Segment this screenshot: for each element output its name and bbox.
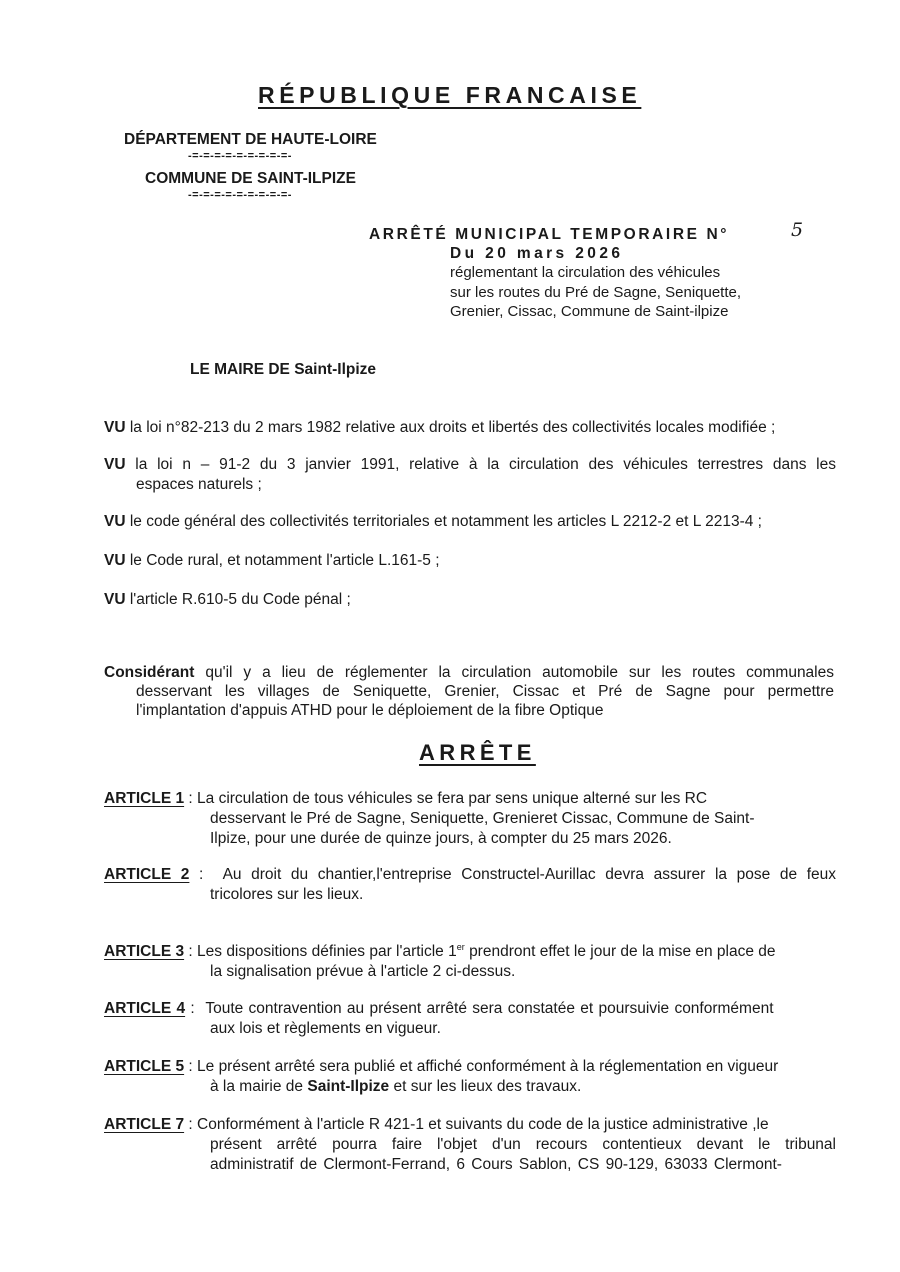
vu-text-continued: espaces naturels ;	[136, 476, 262, 493]
article-text: aux lois et règlements en vigueur.	[210, 1020, 441, 1037]
separator-1: -=-=-=-=-=-=-=-=-=-	[188, 150, 292, 162]
article-text: Toute contravention au présent arrêté sera constatée et poursuivie conformément	[205, 1000, 774, 1017]
considerant-line: l'implantation d'appuis ATHD pour le déploiement de la fibre Optique	[136, 702, 604, 719]
vu-text: l'article R.610-5 du Code pénal ;	[129, 591, 351, 608]
vu-item	[104, 455, 836, 495]
article-2: ARTICLE 2 : Au droit du chantier,l'entreprise Constructel-Aurillac devra assurer la pose de feux tricolores sur les lieux.	[104, 866, 837, 903]
article-text: La circulation de tous véhicules se fera par sens unique alterné sur les RC	[197, 790, 708, 807]
maire-heading: LE MAIRE DE Saint-Ilpize	[190, 361, 377, 378]
article-text: prendront effet le jour de la mise en place de	[469, 943, 776, 960]
vu-item	[104, 551, 836, 571]
vu-keyword: VU	[104, 591, 126, 608]
article-5: ARTICLE 5 : Le présent arrêté sera publié et affiché conformément à la réglementation en vigueur à la mairie de Saint-Ilpize et sur les lieux des travaux.	[104, 1058, 779, 1095]
vu-keyword: VU	[104, 513, 126, 530]
vu-text: la loi n°82-213 du 2 mars 1982 relative aux droits et libertés des collectivités locales modifiée ;	[129, 419, 776, 436]
article-text: Conformément à l'article R 421-1 et suivants du code de la justice administrative ,le	[197, 1116, 769, 1133]
vu-item	[104, 418, 836, 438]
departement-label: DÉPARTEMENT DE HAUTE-LOIRE	[124, 131, 377, 148]
article-label: ARTICLE 4	[104, 1000, 186, 1017]
article-label: ARTICLE 2	[104, 866, 190, 883]
arrete-subject-line: réglementant la circulation des véhicules	[450, 264, 721, 281]
article-text: desservant le Pré de Sagne, Seniquette, Grenieret Cissac, Commune de Saint-	[210, 810, 755, 827]
considerant-line: Considérant qu'il y a lieu de réglementer la circulation automobile sur les routes communales	[104, 664, 834, 681]
considerant-line: desservant les villages de Seniquette, Grenier, Cissac et Pré de Sagne pour permettre	[136, 683, 834, 700]
vu-item	[104, 590, 836, 610]
arrete-date: Du 20 mars 2026	[450, 245, 624, 262]
article-text: la signalisation prévue à l'article 2 ci-dessus.	[210, 963, 516, 980]
vu-keyword: VU	[104, 419, 126, 436]
article-text: Au droit du chantier,l'entreprise Constructel-Aurillac devra assurer la pose de feux	[222, 866, 837, 883]
article-label: ARTICLE 5	[104, 1058, 185, 1075]
article-1: ARTICLE 1 : La circulation de tous véhicules se fera par sens unique alterné sur les RC desservant le Pré de Sagne, Seniquette, Grenieret Cissac, Commune de Saint- Ilpize, pour une durée de quinze jours, à compter du 25 mars 2026.	[104, 789, 836, 849]
article-text: Ilpize, pour une durée de quinze jours, à compter du 25 mars 2026.	[210, 830, 672, 847]
article-label: ARTICLE 7	[104, 1116, 185, 1133]
commune-label: COMMUNE DE SAINT-ILPIZE	[145, 170, 356, 187]
vu-item	[104, 512, 836, 532]
article-label: ARTICLE 1	[104, 790, 185, 807]
article-text: tricolores sur les lieux.	[210, 886, 364, 903]
vu-text: la loi n – 91-2 du 3 janvier 1991, relative à la circulation des véhicules terrestres dans les	[135, 456, 836, 473]
article-text: présent arrêté pourra faire l'objet d'un recours contentieux devant le tribunal	[210, 1136, 836, 1153]
superscript: er	[456, 941, 465, 952]
considerant-keyword: Considérant	[104, 664, 195, 681]
separator-2: -=-=-=-=-=-=-=-=-=-	[188, 189, 292, 201]
article-text: administratif de Clermont-Ferrand, 6 Cours Sablon, CS 90-129, 63033 Clermont-	[210, 1156, 782, 1173]
republique-title: RÉPUBLIQUE FRANCAISE	[258, 82, 642, 108]
arrete-number-handwritten: 5	[791, 219, 804, 241]
article-text-bold: Saint-Ilpize	[307, 1078, 390, 1095]
arrete-subject-line: sur les routes du Pré de Sagne, Seniquette,	[450, 284, 742, 301]
arrete-heading: ARRÊTE	[419, 740, 536, 765]
arrete-title: ARRÊTÉ MUNICIPAL TEMPORAIRE N°	[369, 226, 730, 243]
article-text: et sur les lieux des travaux.	[393, 1078, 582, 1095]
vu-keyword: VU	[104, 552, 126, 569]
vu-text: le Code rural, et notamment l'article L.161-5 ;	[129, 552, 440, 569]
vu-keyword: VU	[104, 456, 126, 473]
article-3: ARTICLE 3 : Les dispositions définies par l'article 1er prendront effet le jour de la mise en place de la signalisation prévue à l'article 2 ci-dessus.	[104, 942, 836, 982]
article-4: ARTICLE 4 : Toute contravention au présent arrêté sera constatée et poursuivie conformément aux lois et règlements en vigueur.	[104, 999, 836, 1039]
considerant-paragraph	[104, 663, 834, 720]
article-text: à la mairie de	[210, 1078, 304, 1095]
article-text: Les dispositions définies par l'article 1	[197, 943, 457, 960]
article-label: ARTICLE 3	[104, 943, 185, 960]
article-7: ARTICLE 7 : Conformément à l'article R 421-1 et suivants du code de la justice administrative ,le présent arrêté pourra faire l'objet d'un recours contentieux devant le tribunal administratif de Clermont-Ferrand, 6 Cours Sablon, CS 90-129, 63033 Clermont-	[104, 1116, 836, 1173]
arrete-subject-line: Grenier, Cissac, Commune de Saint-ilpize	[450, 303, 729, 320]
article-text: Le présent arrêté sera publié et affiché conformément à la réglementation en vigueur	[197, 1058, 779, 1075]
vu-text: le code général des collectivités territoriales et notamment les articles L 2212-2 et L 2213-4 ;	[129, 513, 762, 530]
